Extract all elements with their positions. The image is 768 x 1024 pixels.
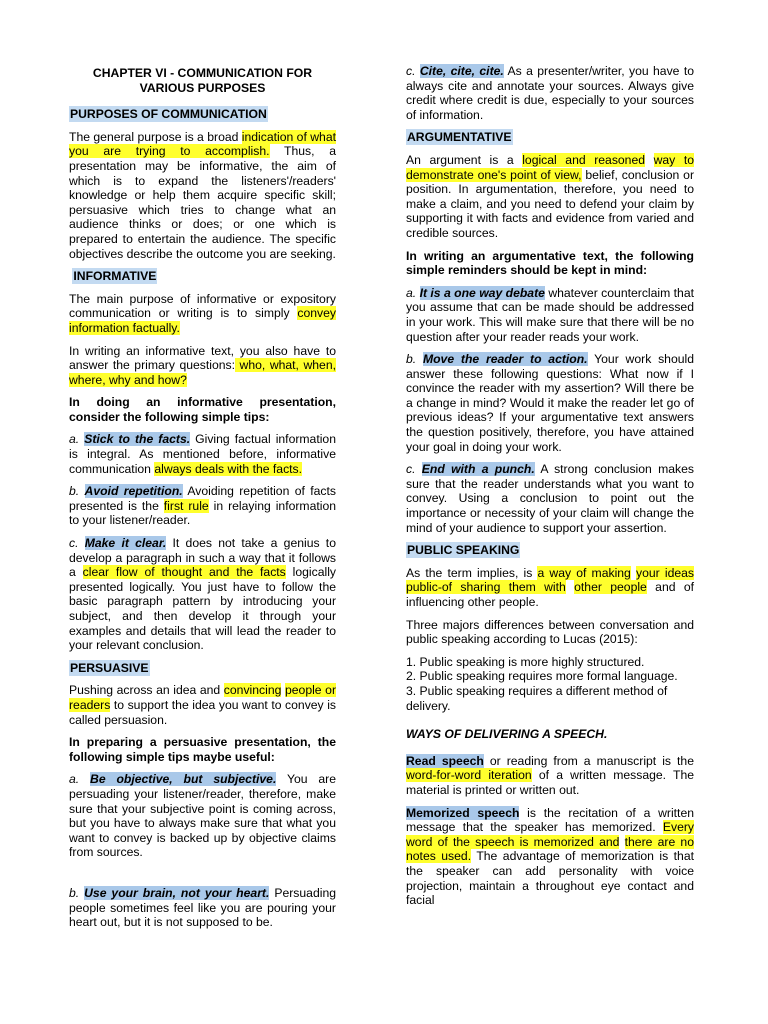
persuasive-tip-a: a. Be objective, but subjective. You are persuading your listener/reader, therefore, make sure that your subjective point is coming across, but you have to always make sure that what you want to convey is backed up by objective claims from sources.: [69, 772, 337, 860]
right-column: [406, 64, 694, 916]
informative-tip-b: b. Avoid repetition. Avoiding repetition of facts presented is the first rule in relaying information to your listener/reader.: [69, 484, 336, 528]
informative-tips-intro: In doing an informative presentation, consider the following simple tips:: [69, 395, 336, 424]
differences-list: [406, 655, 694, 713]
purposes-heading: PURPOSES OF COMMUNICATION: [70, 107, 267, 122]
informative-paragraph-2: In writing an informative text, you also have to answer the primary questions: who, what, when, where, why and how?: [69, 343, 336, 387]
public-speaking-paragraph-2: Three majors differences between conversation and public speaking according to Lucas (2015):: [406, 617, 694, 647]
argumentative-tips-intro: In writing an argumentative text, the following simple reminders should be kept in mind:: [406, 248, 694, 278]
argumentative-tip-a: a. It is a one way debate whatever counterclaim that you assume that can be made should be addressed in your work. This will make sure that there will be no question after your reader reads your work.: [406, 285, 694, 344]
informative-heading: INFORMATIVE: [73, 269, 157, 284]
public-speaking-heading: PUBLIC SPEAKING: [407, 543, 520, 558]
left-column: [69, 64, 336, 938]
persuasive-tip-c: c. Cite, cite, cite. As a presenter/writer, you have to always cite and annotate your sources. Always give credit where credit is due, especially to your sources of information.: [406, 64, 694, 122]
memorized-speech-paragraph: Memorized speech is the recitation of a written message that the speaker has memorized. Every word of the speech is memorized and there are no notes used. The advantage of memorization is that the speaker can add personality with voice projection, maintain a throughout eye contact and facial: [406, 805, 695, 908]
list-item: 3. Public speaking requires a different method of delivery.: [406, 683, 668, 713]
list-item: 2. Public speaking requires more formal language.: [406, 669, 678, 684]
argumentative-tip-b: b. Move the reader to action. Your work should answer these following questions: What now if I convince the reader with my assertion? Will there be a change in mind? Would it make the reader let go of previous ideas? If your argumentative text answers the question positively, therefore, you have attained your goal in doing your work.: [406, 352, 694, 454]
persuasive-heading: PERSUASIVE: [70, 660, 149, 675]
public-speaking-paragraph-1: As the term implies, is a way of making your ideas public-of sharing them with other people and of influencing other people.: [406, 565, 695, 609]
list-item: 1. Public speaking is more highly structured.: [406, 654, 645, 669]
chapter-title: CHAPTER VI - COMMUNICATION FOR VARIOUS PURPOSES: [92, 66, 313, 95]
purposes-paragraph: The general purpose is a broad indication of what you are trying to accomplish. Thus, a presentation may be informative, the aim of which is to expand the listeners'/readers' knowledge or help them acquire specific skill; persuasive which tries to change what an audience thinks or does; or one which is prepared to entertain the audience. The specific objectives describe the outcome you are seeking.: [69, 129, 336, 261]
read-speech-paragraph: Read speech or reading from a manuscript is the word-for-word iteration of a written message. The material is printed or written out.: [406, 753, 694, 797]
argumentative-heading: ARGUMENTATIVE: [407, 130, 512, 145]
persuasive-tips-intro: In preparing a persuasive presentation, the following simple tips maybe useful:: [69, 735, 336, 764]
persuasive-tip-b: b. Use your brain, not your heart. Persuading people sometimes feel like you are pouring your heart out, but it is not supposed to be.: [69, 885, 336, 930]
argumentative-paragraph: An argument is a logical and reasoned way to demonstrate one's point of view, belief, conclusion or position. In argumentation, therefore, you need to make a claim, and you need to defend your claim by supporting it with facts and evidence from varied and credible sources.: [406, 152, 695, 240]
informative-tip-a: a. Stick to the facts. Giving factual information is integral. As mentioned before, informative communication always deals with the facts.: [69, 432, 336, 476]
argumentative-tip-c: c. End with a punch. A strong conclusion makes sure that the reader understands what you want to convey. Using a conclusion to point out the importance or necessity of your claim will change the mind of your audience to support your assertion.: [406, 462, 694, 535]
informative-tip-c: c. Make it clear. It does not take a genius to develop a paragraph in such a way that it follows a clear flow of thought and the facts logically presented logically. You just have to follow the basic paragraph pattern by introducing your subject, and then develop it through your examples and details that will lead the reader to your relevant conclusion.: [69, 536, 336, 653]
ways-heading: WAYS OF DELIVERING A SPEECH.: [406, 727, 608, 742]
persuasive-paragraph: Pushing across an idea and convincing people or readers to support the idea you want to convey is called persuasion.: [69, 683, 337, 727]
informative-paragraph-1: The main purpose of informative or expository communication or writing is to simply convey information factually.: [69, 291, 336, 335]
